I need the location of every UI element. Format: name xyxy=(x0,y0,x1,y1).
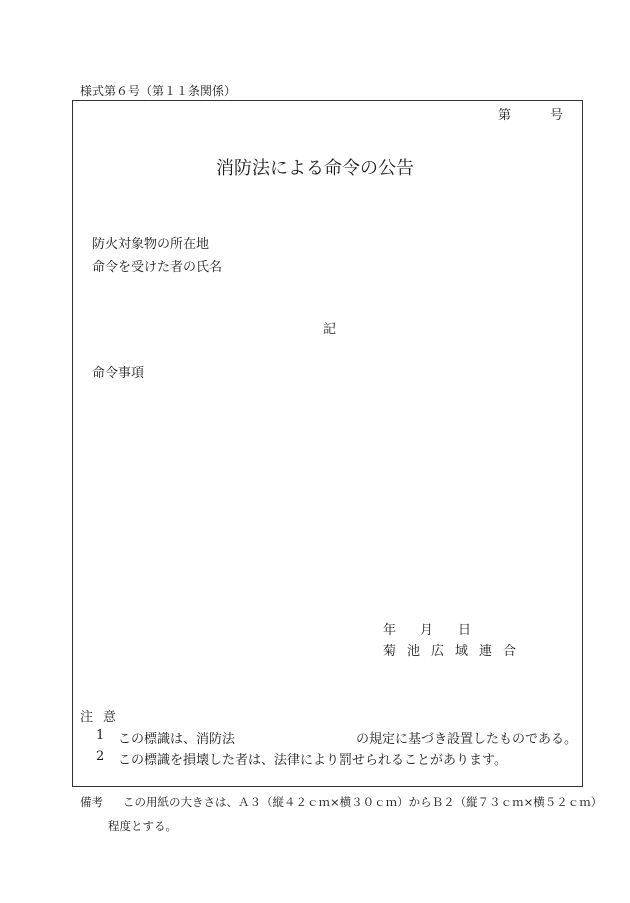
note-1-number: 1 xyxy=(96,728,105,743)
notice-frame xyxy=(72,100,583,787)
year-label: 年 xyxy=(383,623,397,638)
remark-line-1: この用紙の大きさは、Ａ３（縦４２ｃｍ×横３０ｃｍ）からＢ２（縦７３ｃｍ×横５２ｃｍ） xyxy=(123,795,603,809)
note-2-number: 2 xyxy=(96,749,105,764)
note-1-text-cont: の規定に基づき設置したものである。 xyxy=(356,732,578,747)
form-identifier: 様式第６号（第１１条関係） xyxy=(80,84,237,98)
note-1-text: この標識は、消防法 xyxy=(118,732,236,747)
order-items-label: 命令事項 xyxy=(92,366,145,381)
day-label: 日 xyxy=(458,623,472,638)
number-suffix: 号 xyxy=(550,108,564,123)
notes-heading: 注意 xyxy=(80,710,127,725)
location-label: 防火対象物の所在地 xyxy=(92,237,210,252)
note-2-text: この標識を損壊した者は、法律により罰せられることがあります。 xyxy=(118,753,507,768)
month-label: 月 xyxy=(420,623,434,638)
issuer-name: 菊池広域連合 xyxy=(383,644,528,659)
remark-line-2: 程度とする。 xyxy=(108,819,177,833)
remark-label: 備考 xyxy=(80,795,103,809)
page-title: 消防法による命令の公告 xyxy=(216,158,414,179)
number-label: 第 xyxy=(498,108,512,123)
date-line xyxy=(383,619,471,638)
name-label: 命令を受けた者の氏名 xyxy=(92,260,223,275)
ki-heading: 記 xyxy=(323,322,337,337)
